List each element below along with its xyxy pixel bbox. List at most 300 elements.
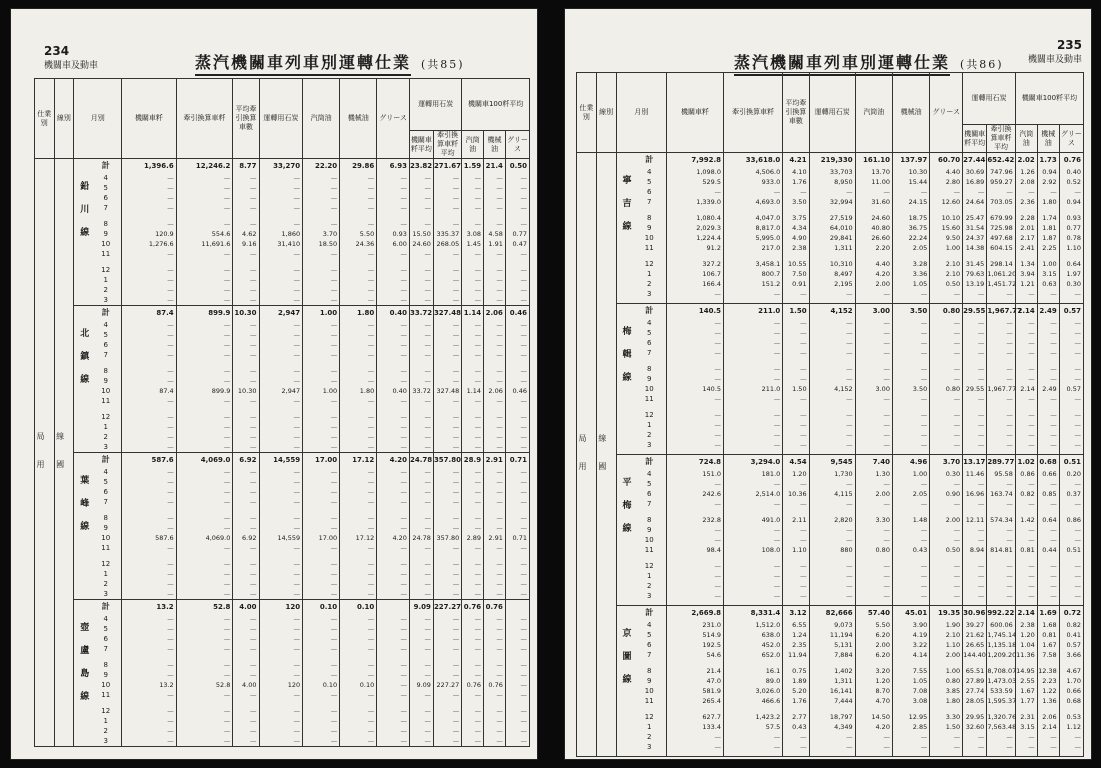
month-value: —: [223, 433, 231, 441]
month-value: 0.43: [912, 546, 928, 554]
month-value: 1,224.4: [696, 234, 722, 242]
month-value: —: [846, 562, 853, 570]
month-value: 7.50: [792, 270, 807, 278]
month-value: —: [496, 250, 503, 258]
month-value: —: [800, 349, 807, 357]
month-value: —: [293, 377, 301, 385]
month-value: —: [714, 536, 722, 544]
month-value: 16.1: [765, 667, 781, 675]
month-value: —: [400, 707, 407, 715]
month-value: —: [1074, 421, 1081, 429]
month-value: 4.67: [1066, 667, 1081, 675]
month-value: 120: [287, 681, 301, 689]
month-value: —: [250, 498, 257, 506]
month-value: 133.4: [702, 723, 722, 731]
month-value: 0.76: [488, 681, 503, 689]
month-label: 7: [647, 349, 652, 357]
month-cell: [616, 153, 666, 304]
month-value: —: [1074, 582, 1081, 590]
value-column: [724, 606, 783, 757]
month-value: —: [424, 341, 431, 349]
total-value: 29.55: [963, 307, 986, 315]
month-value: —: [367, 184, 375, 192]
month-value: 880: [840, 546, 853, 554]
month-value: —: [520, 266, 527, 274]
month-value: —: [424, 351, 431, 359]
month-value: —: [330, 727, 338, 735]
month-value: —: [250, 286, 257, 294]
month-value: 0.85: [1042, 490, 1057, 498]
month-value: —: [520, 286, 527, 294]
month-value: 9.50: [945, 234, 961, 242]
month-value: 2.00: [945, 651, 961, 659]
month-value: 1,339.0: [696, 198, 722, 206]
month-value: —: [496, 184, 503, 192]
region-cell: [596, 153, 616, 757]
month-value: 3.36: [912, 270, 928, 278]
month-value: 231.0: [702, 621, 722, 629]
month-value: —: [977, 365, 985, 373]
month-label: 7: [103, 498, 108, 506]
month-value: —: [714, 329, 722, 337]
month-label: 10: [101, 681, 111, 689]
month-value: 3.30: [945, 713, 961, 721]
month-value: —: [250, 570, 257, 578]
month-value: —: [1050, 431, 1057, 439]
month-value: 4,069.0: [205, 534, 231, 542]
month-value: 0.50: [945, 546, 961, 554]
month-total-label: 計: [645, 608, 654, 617]
month-value: 1.67: [1020, 687, 1035, 695]
month-value: —: [330, 671, 338, 679]
month-value: —: [953, 572, 961, 580]
month-value: —: [1050, 500, 1057, 508]
month-value: —: [520, 204, 527, 212]
header-machine-oil: 機械油: [340, 79, 377, 159]
month-value: —: [520, 590, 527, 598]
month-value: —: [452, 661, 460, 669]
month-value: —: [496, 443, 503, 451]
month-value: —: [1006, 592, 1013, 600]
month-value: —: [520, 514, 527, 522]
month-value: 47.0: [706, 677, 722, 685]
month-value: 0.90: [945, 490, 961, 498]
month-value: —: [714, 431, 722, 439]
month-value: 3.08: [912, 697, 928, 705]
month-value: —: [330, 625, 338, 633]
month-value: 452.0: [761, 641, 781, 649]
month-value: —: [367, 413, 375, 421]
month-value: —: [250, 377, 257, 385]
month-value: 2,820: [834, 516, 853, 524]
month-value: 2.14: [1042, 723, 1057, 731]
month-value: —: [1006, 733, 1013, 741]
month-value: —: [474, 266, 482, 274]
month-value: —: [1028, 480, 1035, 488]
total-value: 0.40: [389, 309, 407, 317]
month-value: —: [250, 707, 257, 715]
month-value: 3.00: [875, 385, 890, 393]
line-block: [577, 304, 1084, 455]
month-value: 5,995.0: [755, 234, 781, 242]
month-value: —: [400, 174, 407, 182]
month-value: 1.42: [1020, 516, 1035, 524]
month-value: —: [250, 717, 257, 725]
month-value: —: [474, 691, 482, 699]
month-value: —: [496, 276, 503, 284]
month-label: 4: [647, 168, 652, 176]
month-value: 1,320.76: [987, 713, 1017, 721]
header-sen: 線別: [596, 73, 616, 153]
month-value: —: [520, 296, 527, 304]
month-value: —: [250, 220, 257, 228]
month-value: 4.90: [792, 234, 807, 242]
month-value: —: [250, 615, 257, 623]
title-text: 蒸汽機關車列車別運轉仕業: [195, 53, 411, 76]
month-label: 11: [101, 691, 111, 699]
value-column: [1015, 455, 1037, 606]
line-name: 寧吉線: [620, 175, 631, 244]
month-value: —: [1074, 188, 1081, 196]
month-value: 0.66: [1066, 687, 1081, 695]
value-column: [855, 304, 892, 455]
month-value: —: [400, 433, 407, 441]
month-value: 232.8: [702, 516, 722, 524]
month-value: 1.26: [1020, 168, 1035, 176]
month-value: —: [167, 321, 174, 329]
month-value: 1,402: [834, 667, 853, 675]
month-value: —: [293, 590, 301, 598]
month-value: —: [330, 570, 338, 578]
value-column: [987, 455, 1016, 606]
month-value: —: [424, 524, 431, 532]
month-value: —: [400, 367, 407, 375]
month-value: —: [953, 329, 961, 337]
total-value: [377, 600, 409, 614]
month-value: —: [977, 480, 985, 488]
month-value: 22.24: [908, 234, 928, 242]
month-value: —: [293, 560, 301, 568]
month-value: —: [400, 184, 407, 192]
month-value: —: [330, 174, 338, 182]
month-value: —: [367, 544, 375, 552]
month-value: —: [167, 194, 174, 202]
month-label: 10: [644, 687, 654, 695]
month-total-label: 計: [101, 602, 110, 611]
month-value: 0.75: [792, 667, 807, 675]
month-value: —: [167, 397, 174, 405]
month-value: —: [883, 339, 890, 347]
month-total-label: 計: [645, 306, 654, 315]
month-value: 31,410: [277, 240, 301, 248]
month-label: 1: [103, 570, 108, 578]
month-value: —: [1006, 536, 1013, 544]
month-value: —: [953, 375, 961, 383]
month-value: —: [920, 365, 928, 373]
month-value: 13.19: [965, 280, 985, 288]
month-value: —: [250, 266, 257, 274]
month-value: 39.27: [965, 621, 985, 629]
month-value: 0.68: [1066, 697, 1081, 705]
value-column: [855, 455, 892, 606]
month-value: —: [330, 220, 338, 228]
month-value: —: [223, 615, 231, 623]
month-value: 13.2: [159, 681, 174, 689]
month-value: 14.95: [1016, 667, 1035, 675]
month-value: 0.51: [1066, 546, 1081, 554]
month-value: 265.4: [702, 697, 722, 705]
month-value: 0.63: [1042, 280, 1057, 288]
month-value: 1.05: [912, 677, 928, 685]
month-value: —: [520, 468, 527, 476]
month-value: —: [223, 321, 231, 329]
month-value: —: [1074, 375, 1081, 383]
month-label: 2: [647, 280, 652, 288]
month-value: 1,080.4: [696, 214, 722, 222]
month-value: —: [250, 544, 257, 552]
month-value: —: [977, 375, 985, 383]
month-value: 1.67: [1042, 641, 1057, 649]
month-value: —: [367, 341, 375, 349]
month-value: —: [977, 339, 985, 347]
month-label: 10: [101, 240, 111, 248]
month-value: —: [953, 562, 961, 570]
value-column: [1037, 606, 1059, 757]
month-value: 581.9: [702, 687, 722, 695]
month-value: —: [223, 590, 231, 598]
header-cylinder-oil: 汽筒油: [855, 73, 892, 153]
month-value: —: [452, 717, 460, 725]
month-value: —: [800, 290, 807, 298]
month-value: —: [424, 615, 431, 623]
month-value: 574.34: [990, 516, 1013, 524]
month-value: 0.37: [1066, 490, 1081, 498]
value-column: [892, 304, 929, 455]
shiyou-cell: [577, 153, 597, 757]
value-column: [666, 455, 723, 606]
month-value: 0.77: [512, 230, 527, 238]
value-column: [303, 306, 340, 453]
month-value: —: [1050, 411, 1057, 419]
month-value: —: [800, 375, 807, 383]
total-value: 0.46: [509, 309, 527, 317]
month-value: 1.89: [792, 677, 807, 685]
month-value: 554.6: [211, 230, 231, 238]
total-value: 140.5: [698, 307, 722, 315]
shiyou-cell: [35, 159, 55, 747]
value-column: [377, 159, 410, 306]
total-value: 60.70: [938, 156, 961, 164]
month-value: —: [223, 645, 231, 653]
month-value: 0.44: [1042, 546, 1057, 554]
month-value: —: [1050, 562, 1057, 570]
month-value: —: [520, 321, 527, 329]
month-value: —: [1074, 536, 1081, 544]
month-value: —: [293, 184, 301, 192]
month-value: —: [520, 661, 527, 669]
month-value: —: [293, 570, 301, 578]
month-value: 357.80: [436, 534, 460, 542]
month-value: 54.6: [706, 651, 722, 659]
month-label: 6: [647, 188, 652, 196]
month-value: —: [953, 290, 961, 298]
month-value: 9.16: [242, 240, 257, 248]
month-value: 24.37: [965, 234, 985, 242]
value-column: [340, 453, 377, 600]
month-value: —: [1050, 733, 1057, 741]
month-value: —: [330, 413, 338, 421]
header-sen: 線別: [54, 79, 74, 159]
section-label: 機關車及動車: [1027, 55, 1082, 65]
month-value: —: [223, 341, 231, 349]
month-value: 11.94: [787, 651, 807, 659]
month-value: —: [400, 377, 407, 385]
month-value: 8.70: [875, 687, 890, 695]
month-value: —: [977, 329, 985, 337]
month-value: 28.05: [965, 697, 985, 705]
month-value: —: [330, 367, 338, 375]
month-value: 29.55: [965, 385, 985, 393]
month-value: —: [1006, 365, 1013, 373]
month-value: 14,559: [277, 534, 301, 542]
month-value: 9,073: [834, 621, 853, 629]
month-value: 64,010: [829, 224, 853, 232]
month-value: —: [293, 204, 301, 212]
month-value: —: [424, 691, 431, 699]
month-value: —: [452, 468, 460, 476]
month-value: —: [167, 423, 174, 431]
month-value: —: [293, 645, 301, 653]
month-value: —: [452, 590, 460, 598]
month-value: —: [520, 478, 527, 486]
month-value: 2.10: [945, 260, 961, 268]
month-value: 0.57: [1066, 385, 1081, 393]
month-value: —: [367, 570, 375, 578]
total-value: 0.71: [509, 456, 527, 464]
total-value: 0.57: [1063, 307, 1081, 315]
month-value: —: [367, 707, 375, 715]
month-value: —: [520, 681, 527, 689]
month-value: —: [846, 431, 853, 439]
header-sekitan_sub2: 牽引換算車粁平均: [433, 131, 461, 159]
month-value: —: [452, 204, 460, 212]
total-value: 17.12: [352, 456, 375, 464]
month-value: 10.55: [787, 260, 807, 268]
month-value: —: [883, 365, 890, 373]
month-value: —: [714, 441, 722, 449]
month-value: —: [800, 562, 807, 570]
month-value: —: [846, 188, 853, 196]
month-value: 1.45: [466, 240, 482, 248]
value-column: [433, 600, 461, 747]
month-value: —: [1050, 375, 1057, 383]
month-value: —: [920, 339, 928, 347]
month-value: —: [452, 377, 460, 385]
month-value: —: [400, 727, 407, 735]
month-value: 17.00: [318, 534, 338, 542]
month-value: —: [496, 615, 503, 623]
month-value: —: [367, 321, 375, 329]
month-value: 1.80: [1042, 198, 1057, 206]
month-value: —: [1028, 441, 1035, 449]
month-value: 8,950: [834, 178, 853, 186]
header-locomotive-km: 機關車粁: [666, 73, 723, 153]
month-value: —: [800, 733, 807, 741]
month-value: 2.77: [792, 713, 807, 721]
month-value: —: [1006, 290, 1013, 298]
month-value: 0.30: [945, 470, 961, 478]
line-name: 葉峰線: [78, 475, 89, 544]
month-value: —: [293, 276, 301, 284]
month-label: 2: [103, 727, 108, 735]
month-value: 2.41: [1020, 244, 1035, 252]
month-value: —: [1028, 431, 1035, 439]
month-value: —: [977, 592, 985, 600]
month-value: —: [330, 443, 338, 451]
month-value: —: [167, 580, 174, 588]
month-value: —: [714, 375, 722, 383]
month-value: —: [520, 220, 527, 228]
month-value: —: [714, 395, 722, 403]
month-value: —: [1006, 349, 1013, 357]
month-value: 32,994: [829, 198, 853, 206]
total-value: 120: [285, 603, 301, 611]
month-value: 8,708.07: [987, 667, 1017, 675]
month-value: —: [920, 500, 928, 508]
month-value: —: [223, 423, 231, 431]
month-value: 4.58: [488, 230, 503, 238]
month-value: —: [424, 544, 431, 552]
month-label: 12: [644, 562, 654, 570]
total-value: 1.14: [463, 309, 482, 317]
total-value: 28.9: [463, 456, 482, 464]
month-value: —: [452, 194, 460, 202]
month-value: 4.19: [912, 631, 928, 639]
month-value: —: [250, 423, 257, 431]
month-value: —: [330, 590, 338, 598]
month-value: —: [846, 500, 853, 508]
month-value: 4,506.0: [755, 168, 781, 176]
month-value: —: [474, 717, 482, 725]
month-value: —: [293, 737, 301, 745]
month-value: 5,131: [834, 641, 853, 649]
month-value: 0.46: [512, 387, 527, 395]
header-oil-avg-group: 機關車100粁平均: [462, 79, 530, 131]
header-grease: グリース: [930, 73, 963, 153]
month-value: —: [452, 413, 460, 421]
total-value: 7.40: [872, 458, 890, 466]
month-value: —: [496, 671, 503, 679]
month-value: 11.00: [871, 178, 890, 186]
month-list: [633, 606, 666, 752]
month-value: —: [167, 433, 174, 441]
total-value: 0.76: [485, 603, 503, 611]
month-value: —: [474, 488, 482, 496]
value-column: [233, 159, 259, 306]
month-value: 9.09: [416, 681, 431, 689]
month-value: —: [452, 443, 460, 451]
month-value: —: [496, 524, 503, 532]
value-column: [122, 306, 177, 453]
value-column: [484, 159, 506, 306]
month-value: 604.15: [990, 244, 1013, 252]
total-value: 33,618.0: [745, 156, 781, 164]
month-value: 2,195: [834, 280, 853, 288]
month-value: —: [167, 250, 174, 258]
value-column: [783, 153, 809, 304]
month-value: 0.30: [1066, 280, 1081, 288]
month-value: —: [883, 572, 890, 580]
